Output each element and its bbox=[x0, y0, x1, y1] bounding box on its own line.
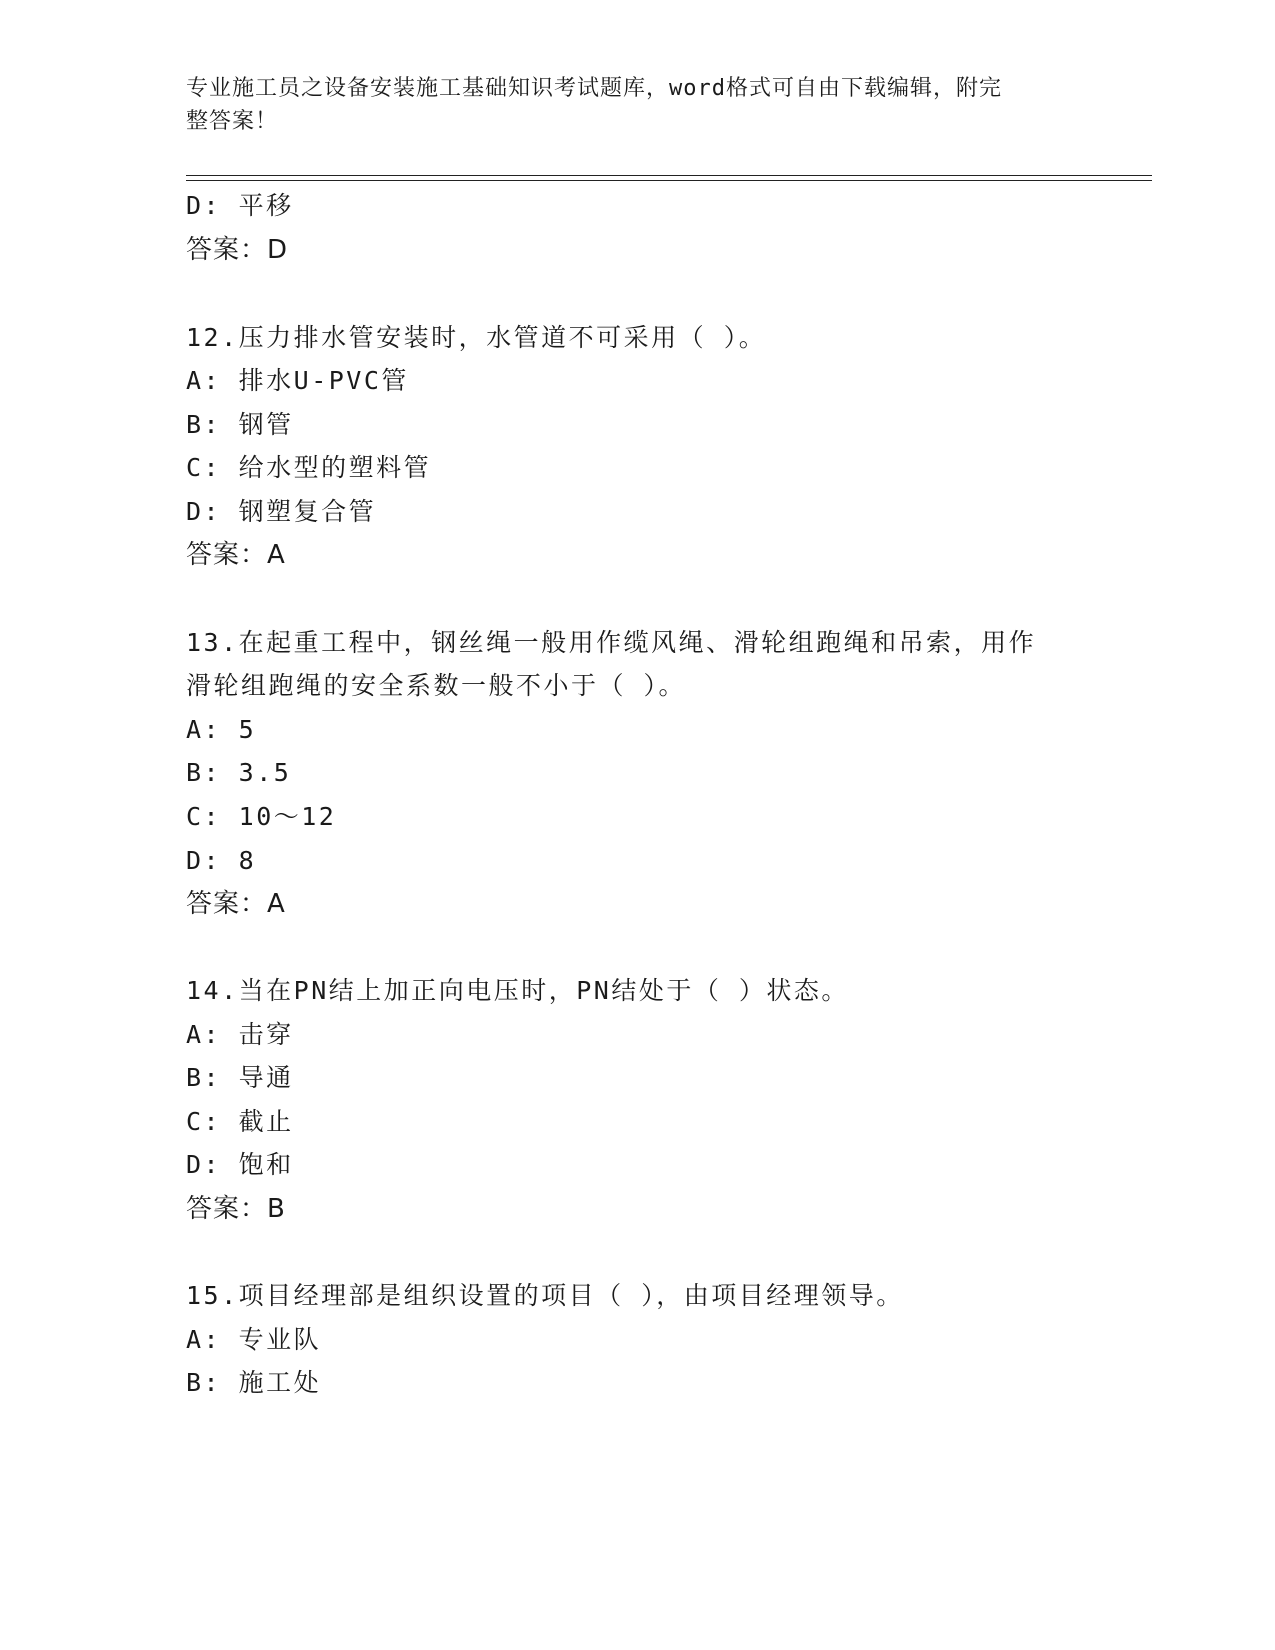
header-title-line-1: 专业施工员之设备安装施工基础知识考试题库，word格式可自由下载编辑，附完 bbox=[186, 76, 1002, 101]
q13-option-d: D: 8 bbox=[186, 846, 257, 875]
q12-answer: 答案：A bbox=[186, 540, 286, 570]
q14-answer: 答案：B bbox=[186, 1194, 286, 1224]
prev-answer: 答案：D bbox=[186, 235, 289, 265]
prev-option-d: D: 平移 bbox=[186, 191, 294, 220]
q13-stem-line-2: 滑轮组跑绳的安全系数一般不小于（ ）。 bbox=[186, 671, 687, 700]
q14-option-b: B: 导通 bbox=[186, 1063, 294, 1092]
q13-option-a: A: 5 bbox=[186, 715, 257, 744]
q13-answer: 答案：A bbox=[186, 889, 286, 919]
q12-option-c: C: 给水型的塑料管 bbox=[186, 453, 432, 482]
header-title-line-2: 整答案！ bbox=[186, 109, 279, 134]
q15-option-a: A: 专业队 bbox=[186, 1325, 322, 1354]
q12-stem: 12.压力排水管安装时，水管道不可采用（ ）。 bbox=[186, 323, 767, 352]
q13-option-b: B: 3.5 bbox=[186, 758, 292, 787]
q12-option-d: D: 钢塑复合管 bbox=[186, 497, 377, 526]
header-divider-top bbox=[186, 175, 1152, 176]
q14-option-c: C: 截止 bbox=[186, 1107, 294, 1136]
q14-option-d: D: 饱和 bbox=[186, 1150, 294, 1179]
q13-stem-line-1: 13.在起重工程中，钢丝绳一般用作缆风绳、滑轮组跑绳和吊索，用作 bbox=[186, 628, 1037, 657]
q15-option-b: B: 施工处 bbox=[186, 1368, 322, 1397]
q12-option-a: A: 排水U-PVC管 bbox=[186, 366, 409, 395]
header-divider-bottom bbox=[186, 180, 1152, 181]
q12-option-b: B: 钢管 bbox=[186, 410, 294, 439]
q14-stem: 14.当在PN结上加正向电压时，PN结处于（ ）状态。 bbox=[186, 976, 849, 1005]
q13-option-c: C: 10～12 bbox=[186, 802, 337, 831]
q14-option-a: A: 击穿 bbox=[186, 1020, 294, 1049]
q15-stem: 15.项目经理部是组织设置的项目（ ），由项目经理领导。 bbox=[186, 1281, 904, 1310]
document-header bbox=[186, 72, 1066, 138]
